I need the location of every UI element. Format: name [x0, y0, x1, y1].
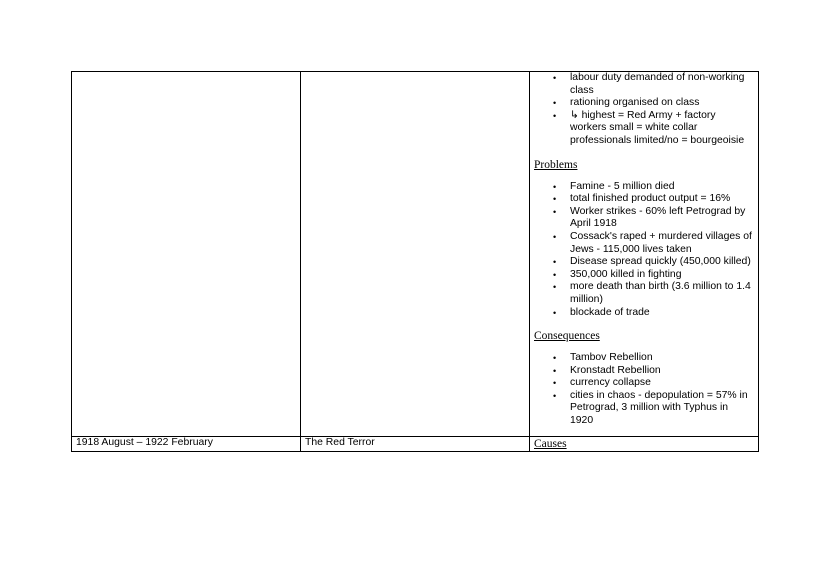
list-item: • total finished product output = 16% [570, 193, 754, 206]
list-item: • Kronstadt Rebellion [570, 365, 754, 378]
timeline-table [71, 71, 759, 452]
causes-heading: Causes [534, 437, 567, 450]
list-item: • 350,000 killed in fighting [570, 269, 754, 282]
list-item: • cities in chaos - depopulation = 57% in Petrograd, 3 million with Typhus in 1920 [570, 390, 754, 428]
date-cell [72, 72, 301, 437]
table-row [72, 72, 759, 437]
intro-bullet-list [534, 72, 754, 148]
list-item: • ↳ highest = Red Army + factory workers small = white collar professionals limited/no = bourgeoisie [570, 110, 754, 148]
event-cell: The Red Terror [301, 436, 530, 451]
list-item: • Cossack's raped + murdered villages of Jews - 115,000 lives taken [570, 231, 754, 256]
consequences-heading: Consequences [534, 330, 600, 343]
details-cell [530, 436, 759, 451]
list-item: • Tambov Rebellion [570, 352, 754, 365]
list-item: • Famine - 5 million died [570, 181, 754, 194]
list-item: • currency collapse [570, 377, 754, 390]
list-item: • Disease spread quickly (450,000 killed) [570, 256, 754, 269]
list-item: • labour duty demanded of non-working class [570, 72, 754, 97]
list-item: • rationing organised on class [570, 97, 754, 110]
consequences-bullet-list [534, 352, 754, 428]
problems-heading: Problems [534, 158, 578, 171]
list-item: • more death than birth (3.6 million to 1.4 million) [570, 281, 754, 306]
table-row [72, 436, 759, 451]
list-item: • blockade of trade [570, 307, 754, 320]
list-item: • Worker strikes - 60% left Petrograd by April 1918 [570, 206, 754, 231]
date-cell: 1918 August – 1922 February [72, 436, 301, 451]
details-cell [530, 72, 759, 437]
event-cell [301, 72, 530, 437]
problems-bullet-list [534, 181, 754, 320]
